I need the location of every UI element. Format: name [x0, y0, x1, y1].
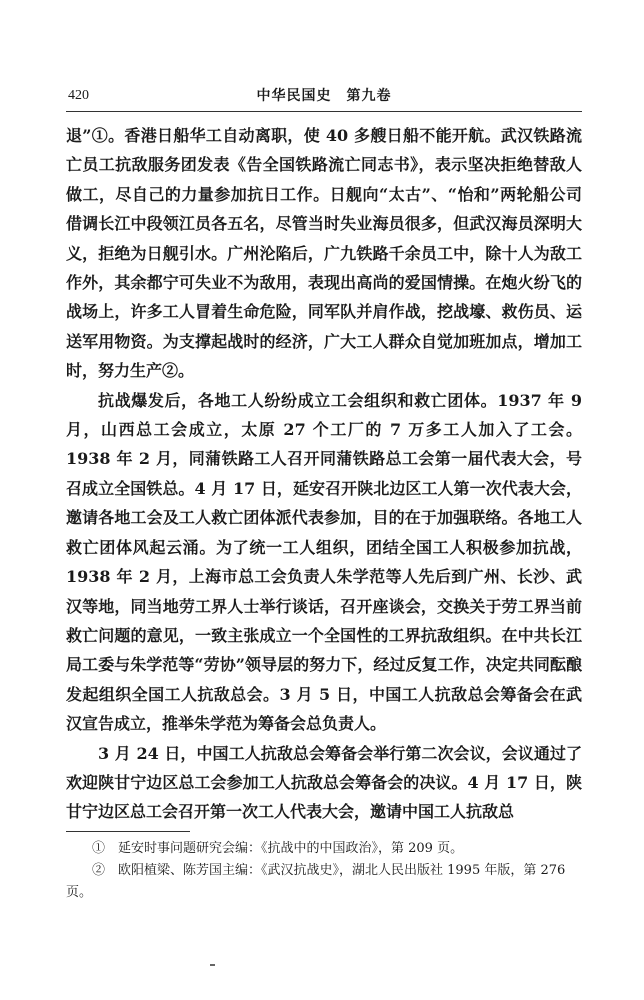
paragraph-2: 抗战爆发后，各地工人纷纷成立工会组织和救亡团体。1937 年 9 月，山西总工会成立，太原 27 个工厂的 7 万多工人加入了工会。1938 年 2 月，同蒲铁路工人召开同蒲铁路总工会第一届代表大会，号召成立全国铁总。4 月 17 日，延安召开陕北边区工人第一次代表大会，邀请各地工会及工人救亡团体派代表参加，目的在于加强联络。各地工人救亡团体风起云涌。为了统一工人组织，团结全国工人积极参加抗战，1938 年 2 月，上海市总工会负责人朱学范等人先后到广州、长沙、武汉等地，同当地劳工界人士举行谈话，召开座谈会，交换关于劳工界当前救亡问题的意见，一致主张成立一个全国性的工界抗敌组织。在中共长江局工委与朱学范等“劳协”领导层的努力下，经过反复工作，决定共同酝酿发起组织全国工人抗敌总会。3 月 5 日，中国工人抗敌总会筹备会在武汉宣告成立，推举朱学范为筹备会总负责人。 — [66, 390, 582, 734]
page-speck — [210, 964, 215, 966]
footnotes — [66, 838, 582, 904]
paragraph-1: 退”①。香港日船华工自动离职，使 40 多艘日船不能开航。武汉铁路流亡员工抗敌服务团发表《告全国铁路流亡同志书》，表示坚决拒绝替敌人做工，尽自己的力量参加抗日工作。日舰向“太古”、“怡和”两轮船公司借调长江中段领江员各五名，尽管当时失业海员很多，但武汉海员深明大义，拒绝为日舰引水。广州沦陷后，广九铁路千余员工中，除十人为敌工作外，其余都宁可失业不为敌用，表现出高尚的爱国情操。在炮火纷飞的战场上，许多工人冒着生命危险，同军队并肩作战，挖战壕、救伤员、运送军用物资。为支撑起战时的经济，广大工人群众自觉加班加点，增加工时，努力生产②。 — [66, 126, 582, 381]
page-number: 420 — [68, 88, 89, 103]
footnote-1: ① 延安时事问题研究会编：《抗战中的中国政治》，第 209 页。 — [92, 841, 464, 856]
footnote-2: ② 欧阳植梁、陈芳国主编：《武汉抗战史》，湖北人民出版社 1995 年版，第 276 页。 — [66, 863, 566, 900]
paragraph-3: 3 月 24 日，中国工人抗敌总会筹备会举行第二次会议，会议通过了欢迎陕甘宁边区总工会参加工人抗敌总会筹备会的决议。4 月 17 日，陕甘宁边区总工会召开第一次工人代表大会，邀请中国工人抗敌总 — [66, 743, 582, 822]
body-text — [66, 121, 582, 827]
running-title: 中华民国史 第九卷 — [256, 88, 392, 104]
page-header — [68, 84, 580, 108]
header-rule — [66, 111, 582, 112]
footnote-rule — [66, 831, 190, 832]
